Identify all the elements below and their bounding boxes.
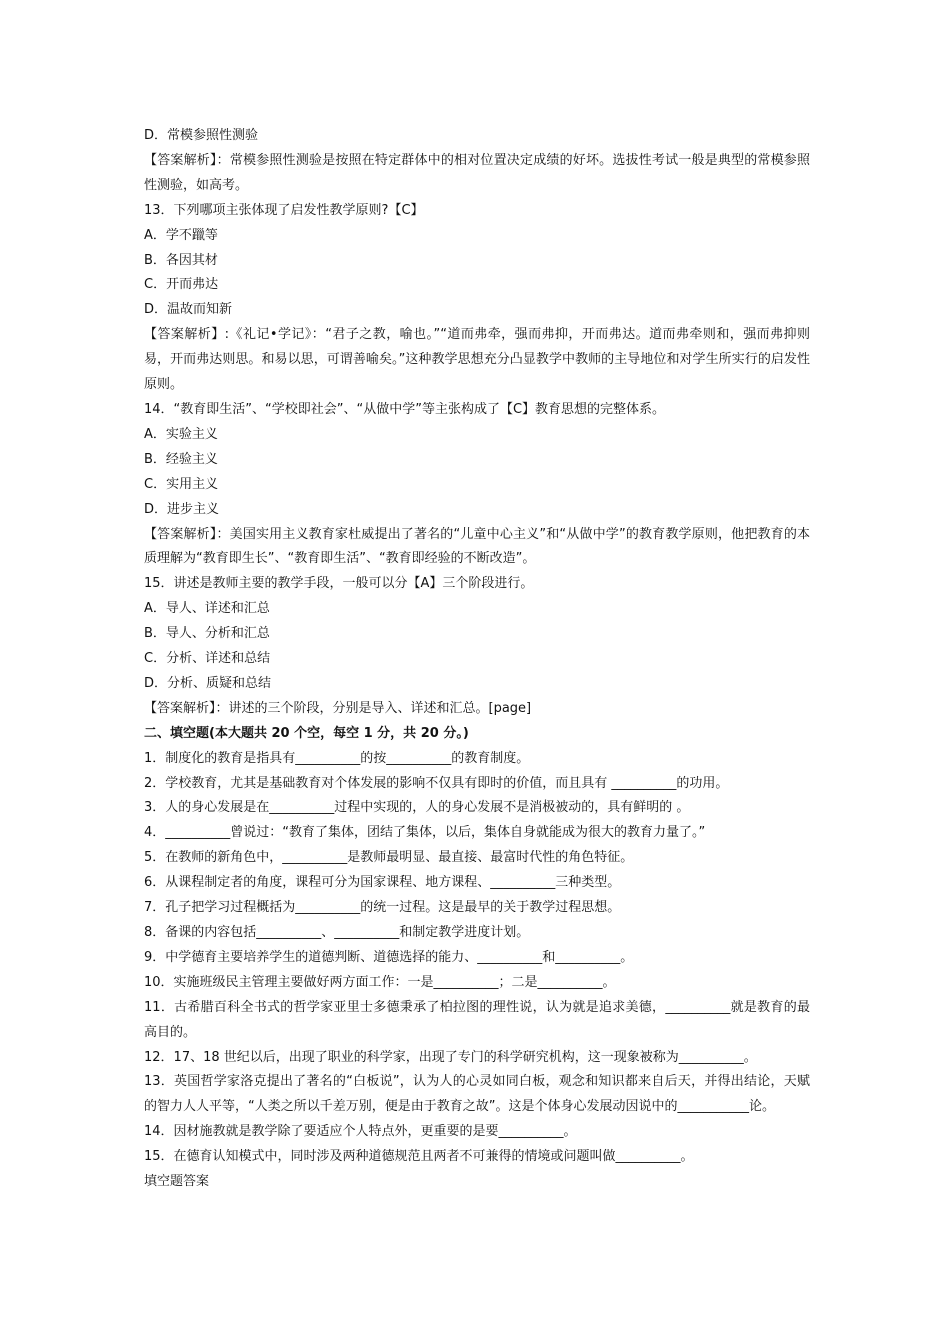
document-page <box>144 124 810 1195</box>
option-15-b: B．导人、分析和汇总 <box>144 626 270 642</box>
option-13-a: A．学不躐等 <box>144 227 218 243</box>
section-heading-fill-in: 二、填空题(本大题共 20 个空，每空 1 分，共 20 分。) <box>144 725 469 741</box>
option-15-a: A．导人、详述和汇总 <box>144 601 270 617</box>
fill-question-7: 7．孔子把学习过程概括为__________的统一过程。这是最早的关于教学过程思想。 <box>144 900 621 916</box>
fill-question-4: 4．__________曾说过：“教育了集体，团结了集体，以后，集体自身就能成为很大的教育力量了。” <box>144 825 706 841</box>
option-13-d: D．温故而知新 <box>144 302 233 318</box>
question-14: 14．“教育即生活”、“学校即社会”、“从做中学”等主张构成了【C】教育思想的完整体系。 <box>144 401 666 417</box>
fill-question-12: 12．17、18 世纪以后，出现了职业的科学家，出现了专门的科学研究机构，这一现象被称为__________。 <box>144 1049 757 1065</box>
option-14-b: B．经验主义 <box>144 451 218 467</box>
fill-question-5: 5．在教师的新角色中，__________是教师最明显、最直接、最富时代性的角色特征。 <box>144 850 634 866</box>
option-14-a: A．实验主义 <box>144 426 218 442</box>
question-15: 15．讲述是教师主要的教学手段，一般可以分【A】三个阶段进行。 <box>144 576 534 592</box>
answer-explanation-12: 【答案解析】：常模参照性测验是按照在特定群体中的相对位置决定成绩的好坏。选拔性考试一般是典型的常模参照性测验，如高考。 <box>144 152 810 193</box>
fill-question-9: 9．中学德育主要培养学生的道德判断、道德选择的能力、__________和__________。 <box>144 949 634 965</box>
fill-question-15: 15．在德育认知模式中，同时涉及两种道德规范且两者不可兼得的情境或问题叫做__________。 <box>144 1149 694 1165</box>
option-14-c: C．实用主义 <box>144 476 219 492</box>
fill-question-8: 8．备课的内容包括__________、__________和制定教学进度计划。 <box>144 925 530 940</box>
option-13-b: B．各因其材 <box>144 252 218 268</box>
option-13-c: C．开而弗达 <box>144 277 219 293</box>
fill-question-10: 10．实施班级民主管理主要做好两方面工作：一是__________；二是__________。 <box>144 974 616 990</box>
fill-question-2: 2．学校教育，尤其是基础教育对个体发展的影响不仅具有即时的价值，而且具有 __________的功用。 <box>144 775 729 791</box>
fill-question-11: 11．古希腊百科全书式的哲学家亚里士多德秉承了柏拉图的理性说，认为就是追求美德，__________就是教育的最高目的。 <box>144 999 810 1040</box>
option-14-d: D．进步主义 <box>144 501 220 517</box>
fill-question-14: 14．因材施教就是教学除了要适应个人特点外，更重要的是要__________。 <box>144 1124 577 1140</box>
option-15-d: D．分析、质疑和总结 <box>144 675 272 691</box>
fill-question-1: 1．制度化的教育是指具有__________的按__________的教育制度。 <box>144 750 530 766</box>
answer-explanation-13: 【答案解析】:《礼记•学记》：“君子之教，喻也。”“道而弗牵，强而弗抑，开而弗达。道而弗牵则和，强而弗抑则易，开而弗达则思。和易以思，可谓善喻矣。”这种教学思想充分凸显教学中教师的主导地位和对学生所实行的启发性原则。 <box>144 327 810 393</box>
answer-explanation-15: 【答案解析】：讲述的三个阶段，分别是导入、详述和汇总。[page] <box>144 700 532 716</box>
option-15-c: C．分析、详述和总结 <box>144 651 271 667</box>
question-13: 13．下列哪项主张体现了启发性教学原则?【C】 <box>144 202 424 218</box>
option-12-d: D．常模参照性测验 <box>144 128 259 143</box>
answer-explanation-14: 【答案解析】：美国实用主义教育家杜威提出了著名的“儿童中心主义”和“从做中学”的教育教学原则，他把教育的本质理解为“教育即生长”、“教育即生活”、“教育即经验的不断改造”。 <box>144 526 810 567</box>
fill-answers-heading: 填空题答案 <box>144 1174 210 1190</box>
fill-question-13: 13．英国哲学家洛克提出了著名的“白板说”，认为人的心灵如同白板，观念和知识都来自后天，并得出结论，天赋的智力人人平等，“人类之所以千差万别，便是由于教育之故”。这是个体身心发展动因说中的___________论。 <box>144 1074 810 1115</box>
fill-question-3: 3．人的身心发展是在__________过程中实现的，人的身心发展不是消极被动的，具有鲜明的 。 <box>144 800 690 816</box>
fill-question-6: 6．从课程制定者的角度，课程可分为国家课程、地方课程、__________三种类型。 <box>144 875 621 891</box>
